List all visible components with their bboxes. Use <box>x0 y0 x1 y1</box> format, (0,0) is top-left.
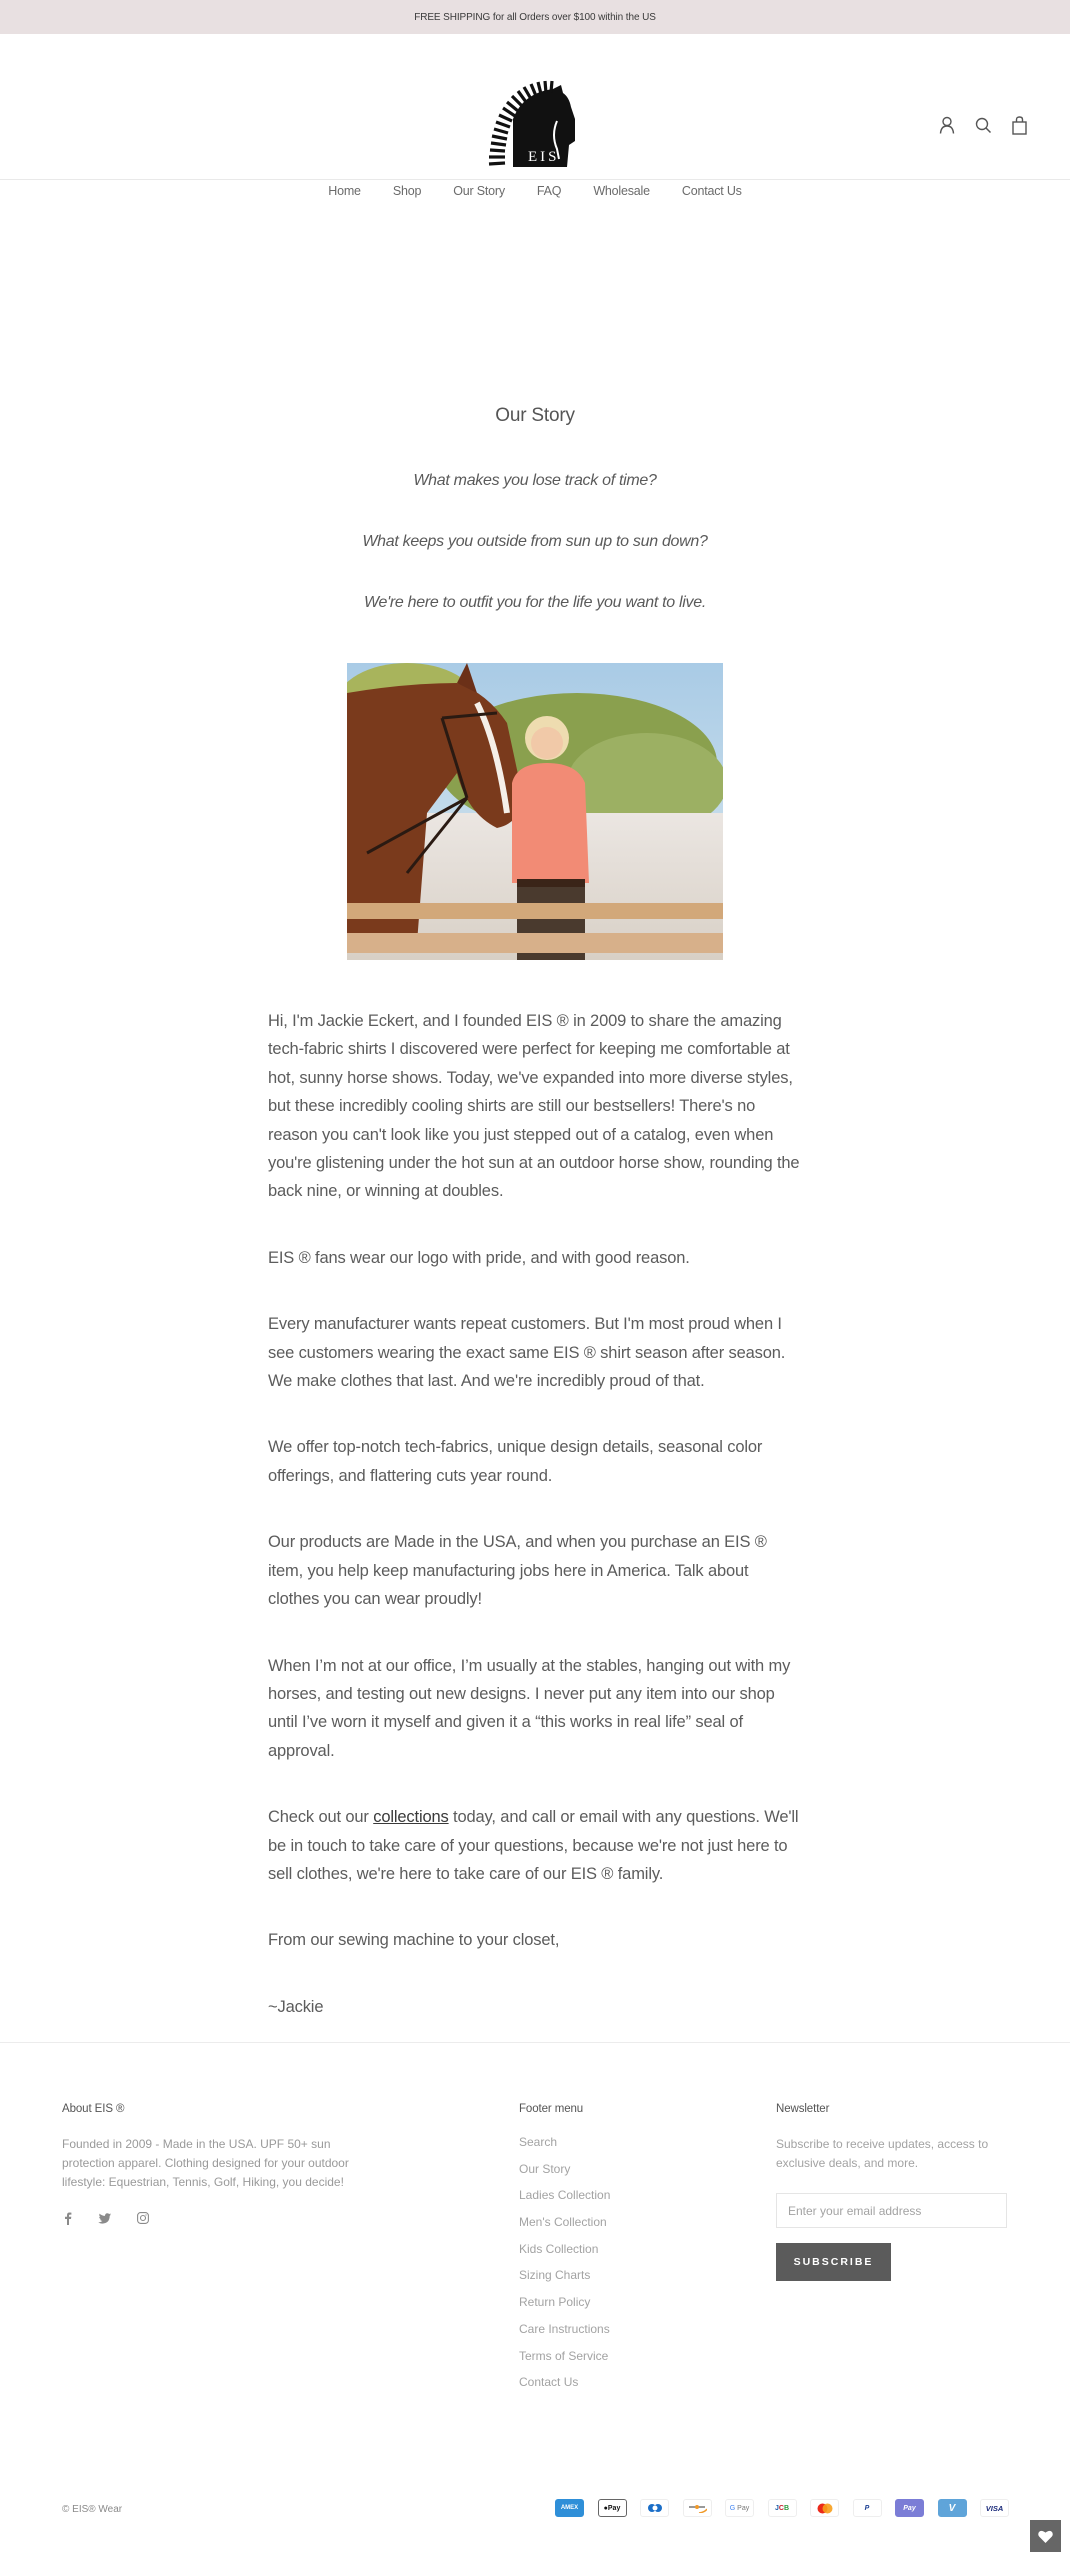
nav-home[interactable]: Home <box>328 184 361 198</box>
story-paragraph: EIS ® fans wear our logo with pride, and with good reason. <box>268 1248 690 1267</box>
collections-link[interactable]: collections <box>373 1808 449 1827</box>
site-header <box>0 34 1070 198</box>
twitter-icon[interactable] <box>98 2212 111 2228</box>
main-nav <box>0 184 1070 198</box>
site-footer <box>0 2042 1070 2560</box>
announcement-text: FREE SHIPPING for all Orders over $100 within the US <box>414 11 656 23</box>
subscribe-button[interactable]: SUBSCRIBE <box>776 2243 891 2281</box>
social-links <box>62 2212 362 2228</box>
search-icon[interactable] <box>972 114 994 136</box>
story-closing: From our sewing machine to your closet, <box>268 1931 560 1950</box>
footer-about-heading: About EIS ® <box>62 2103 125 2115</box>
horse-head-logo-icon <box>483 79 585 167</box>
google-pay-icon: G Pay <box>725 2499 754 2517</box>
logo[interactable] <box>483 79 585 167</box>
story-paragraph: We offer top-notch tech-fabrics, unique design details, seasonal color offerings, and flattering cuts year round. <box>268 1438 763 1485</box>
footer-about-text: Founded in 2009 - Made in the USA. UPF 50+ sun protection apparel. Clothing designed for your outdoor lifestyle: Equestrian, Tennis, Golf, Hiking, you decide! <box>62 2137 349 2189</box>
nav-our-story[interactable]: Our Story <box>453 184 505 198</box>
footer-link-contact-us[interactable]: Contact Us <box>519 2375 579 2390</box>
footer-link-terms-of-service[interactable]: Terms of Service <box>519 2348 609 2363</box>
payment-methods <box>555 2499 1009 2517</box>
newsletter-heading: Newsletter <box>776 2103 830 2115</box>
footer-menu-heading: Footer menu <box>519 2103 584 2115</box>
footer-link-kids-collection[interactable]: Kids Collection <box>519 2241 599 2256</box>
shop-pay-icon: Pay <box>895 2499 924 2517</box>
tagline-3: We're here to outfit you for the life you want to live. <box>363 594 706 611</box>
diners-club-icon <box>640 2499 669 2517</box>
story-cta-paragraph: Check out our collections today, and call or email with any questions. We'll be in touch to take care of your questions, because we're not just here to sell clothes, we're here to take care of our EIS ® family. <box>268 1808 799 1883</box>
footer-link-our-story[interactable]: Our Story <box>519 2161 571 2176</box>
footer-link-sizing-charts[interactable]: Sizing Charts <box>519 2268 591 2283</box>
header-icons <box>936 114 1030 136</box>
footer-link-care-instructions[interactable]: Care Instructions <box>519 2321 610 2336</box>
discover-icon <box>683 2499 712 2517</box>
nav-wholesale[interactable]: Wholesale <box>593 184 650 198</box>
story-paragraph: Every manufacturer wants repeat customers. But I'm most proud when I see customers wearing the exact same EIS ® shirt season after season. We make clothes that last. And we're incredibly proud of that. <box>268 1315 786 1391</box>
facebook-icon[interactable] <box>64 2212 72 2228</box>
svg-text:EIS: EIS <box>528 149 560 165</box>
instagram-icon[interactable] <box>137 2212 149 2228</box>
venmo-icon: V <box>938 2499 967 2517</box>
nav-shop[interactable]: Shop <box>392 184 422 198</box>
tagline-1: What makes you lose track of time? <box>413 472 657 489</box>
copyright: © EIS® Wear <box>62 2504 123 2515</box>
footer-link-ladies-collection[interactable]: Ladies Collection <box>519 2188 611 2203</box>
footer-link-search[interactable]: Search <box>519 2135 558 2149</box>
newsletter-text: Subscribe to receive updates, access to exclusive deals, and more. <box>776 2137 989 2170</box>
footer-newsletter <box>776 2103 1006 2281</box>
announcement-bar <box>0 0 1070 34</box>
footer-link-return-policy[interactable]: Return Policy <box>519 2295 591 2310</box>
footer-link-mens-collection[interactable]: Men's Collection <box>519 2215 607 2230</box>
apple-pay-icon: ●Pay <box>598 2499 627 2517</box>
story-paragraph: Our products are Made in the USA, and when you purchase an EIS ® item, you help keep manufacturing jobs here in America. Talk about clothes you can wear proudly! <box>268 1533 767 1609</box>
page-title: Our Story <box>495 405 575 426</box>
visa-icon: VISA <box>980 2499 1009 2517</box>
tagline-2: What keeps you outside from sun up to sun down? <box>362 533 708 550</box>
nav-faq[interactable]: FAQ <box>536 184 562 198</box>
amex-icon: AMEX <box>555 2499 584 2517</box>
footer-about <box>62 2103 362 2228</box>
story-signature: ~Jackie <box>268 1997 324 2016</box>
heart-icon <box>1038 2530 1053 2543</box>
newsletter-email-input[interactable] <box>776 2193 1007 2228</box>
footer-menu <box>519 2103 610 2402</box>
wishlist-button[interactable] <box>1030 2520 1061 2552</box>
story-text <box>268 1007 803 2059</box>
nav-contact-us[interactable]: Contact Us <box>681 184 742 198</box>
story-paragraph: Hi, I'm Jackie Eckert, and I founded EIS ® in 2009 to share the amazing tech-fabric shirts I discovered were perfect for keeping me comfortable at hot, sunny horse shows. Today, we've expanded into more diverse styles, but these incredibly cooling shirts are still our bestsellers! There's no reason you can't look like you just stepped out of a catalog, even when you're glistening under the hot sun at an outdoor horse show, rounding the back nine, or winning at doubles. <box>268 1012 800 1201</box>
paypal-icon: P <box>853 2499 882 2517</box>
mastercard-icon <box>810 2499 839 2517</box>
jcb-icon: J C B <box>768 2499 797 2517</box>
founder-photo <box>347 663 723 960</box>
story-paragraph: When I’m not at our office, I’m usually at the stables, hanging out with my horses, and testing out new designs. I never put any item into our shop until I’ve worn it myself and given it a “this works in real life” seal of approval. <box>268 1656 791 1760</box>
account-icon[interactable] <box>936 114 958 136</box>
cart-icon[interactable] <box>1008 114 1030 136</box>
